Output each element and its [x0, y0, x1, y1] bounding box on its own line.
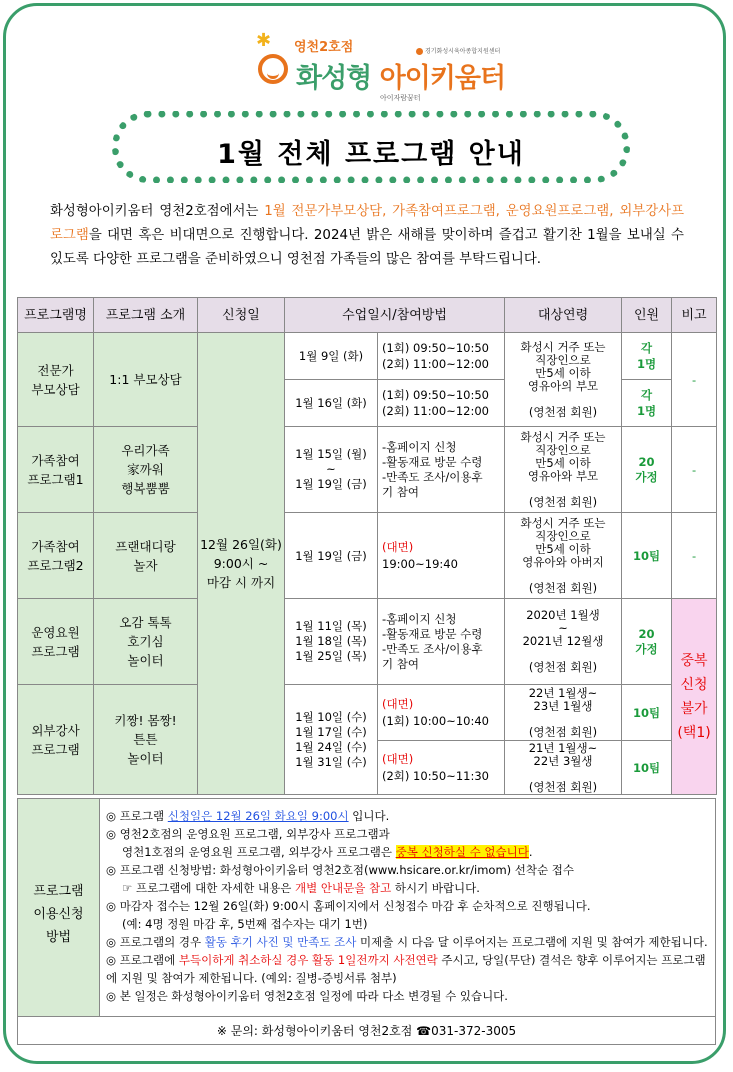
program-name: 가족참여 프로그램1 — [18, 427, 94, 513]
program-table — [17, 297, 717, 795]
session-method: (대면) (2회) 10:50~11:30 — [378, 741, 505, 795]
contact-info: ※ 문의: 화성형아이키움터 영천2호점 ☎031-372-3005 — [18, 1016, 715, 1045]
notes-label: 프로그램 이용신청 방법 — [18, 799, 100, 1016]
session-method: (1회) 09:50~10:50 (2회) 11:00~12:00 — [378, 380, 505, 427]
capacity: 각 1명 — [622, 380, 672, 427]
target-age: 2020년 1월생 ~ 2021년 12월생 (영천점 회원) — [505, 599, 622, 685]
star-icon: ✱ — [256, 30, 272, 51]
capacity: 10팀 — [622, 513, 672, 599]
table-row — [18, 333, 717, 380]
target-age: 22년 1월생~ 23년 1월생 (영천점 회원) — [505, 685, 622, 741]
session-method: -홈페이지 신청 -활동재료 방문 수령 -만족도 조사/이용후 기 참여 — [378, 427, 505, 513]
table-row — [18, 599, 717, 685]
session-method: (대면) (1회) 10:00~10:40 — [378, 685, 505, 741]
application-notes — [17, 798, 716, 1045]
session-date: 1월 16일 (화) — [285, 380, 378, 427]
capacity: 20 가정 — [622, 599, 672, 685]
target-age: 화성시 거주 또는 직장인으로 만5세 이하 영유아의 부모 (영천점 회원) — [505, 333, 622, 427]
note-cell: - — [672, 333, 717, 427]
header-apply-date: 신청일 — [198, 298, 285, 333]
capacity: 20 가정 — [622, 427, 672, 513]
capacity: 10팀 — [622, 741, 672, 795]
title-box — [112, 111, 630, 183]
table-row — [18, 513, 717, 599]
note-item: ◎ 프로그램 신청일은 12월 26일 화요일 9:00시 입니다. — [106, 809, 390, 823]
target-age: 화성시 거주 또는 직장인으로 만5세 이하 영유아와 아버지 (영천점 회원) — [505, 513, 622, 599]
session-date: 1월 11일 (목) 1월 18일 (목) 1월 25일 (목) — [285, 599, 378, 685]
session-method: -홈페이지 신청 -활동재료 방문 수령 -만족도 조사/이용후 기 참여 — [378, 599, 505, 685]
note-item: ◎ 프로그램에 부득이하게 취소하실 경우 활동 1일전까지 사전연락 주시고, 당일(무단) 결석은 향후 이루어지는 프로그램에 지원 및 참여가 제한됩니다. (예외: 질병-증빙서류 첨부) — [106, 953, 706, 985]
capacity: 각 1명 — [622, 333, 672, 380]
program-intro: 키짱! 몸짱! 튼튼 놀이터 — [94, 685, 198, 795]
table-header-row — [18, 298, 717, 333]
kiumteo-logo — [258, 30, 508, 102]
session-method: (1회) 09:50~10:50 (2회) 11:00~12:00 — [378, 333, 505, 380]
session-date: 1월 9일 (화) — [285, 333, 378, 380]
note-cell: - — [672, 513, 717, 599]
note-item: ◎ 영천2호점의 운영요원 프로그램, 외부강사 프로그램과 — [106, 827, 390, 841]
program-name: 전문가 부모상담 — [18, 333, 94, 427]
smile-face-icon — [258, 54, 288, 84]
program-name: 외부강사 프로그램 — [18, 685, 94, 795]
program-intro: 프랜대디랑 놀자 — [94, 513, 198, 599]
capacity: 10팀 — [622, 685, 672, 741]
center-logo: 경기화성시육아종합지원센터 — [416, 46, 500, 55]
note-cell: - — [672, 427, 717, 513]
logo-branch: 영천2호점 — [294, 40, 354, 55]
note-item: ◎ 프로그램 신청방법: 화성형아이키움터 영천2호점(www.hsicare.or.kr/imom) 선착순 접수 — [106, 863, 574, 877]
program-intro: 1:1 부모상담 — [94, 333, 198, 427]
notes-list — [106, 807, 710, 1005]
note-item: ◎ 본 일정은 화성형아이키움터 영천2호점 일정에 따라 다소 변경될 수 있습니다. — [106, 989, 508, 1003]
logo-tagline: 아이자람꿈터 — [380, 94, 421, 102]
table-row — [18, 685, 717, 741]
program-intro: 우리가족 家까워 행복뿜뿜 — [94, 427, 198, 513]
target-age: 화성시 거주 또는 직장인으로 만5세 이하 영유아와 부모 (영천점 회원) — [505, 427, 622, 513]
header-schedule: 수업일시/참여방법 — [285, 298, 505, 333]
apply-period: 12월 26일(화) 9:00시 ~ 마감 시 까지 — [198, 333, 285, 795]
header-program-name: 프로그램명 — [18, 298, 94, 333]
note-item: (예: 4명 정원 마감 후, 5번째 접수자는 대기 1번) — [122, 917, 368, 931]
note-item: 영천1호점의 운영요원 프로그램, 외부강사 프로그램은 중복 신청하실 수 없습니다. — [122, 845, 533, 859]
header-program-intro: 프로그램 소개 — [94, 298, 198, 333]
duplicate-note: 중복 신청 불가 (택1) — [672, 599, 717, 795]
note-item: ◎ 프로그램의 경우 활동 후기 사진 및 만족도 조사 미제출 시 다음 달 이루어지는 프로그램에 지원 및 참여가 제한됩니다. — [106, 935, 708, 949]
header-capacity: 인원 — [622, 298, 672, 333]
header-target-age: 대상연령 — [505, 298, 622, 333]
session-date: 1월 19일 (금) — [285, 513, 378, 599]
header-note: 비고 — [672, 298, 717, 333]
logo-name: 화성형 아이키움터 — [296, 63, 506, 94]
session-date: 1월 10일 (수) 1월 17일 (수) 1월 24일 (수) 1월 31일 (수) — [285, 685, 378, 795]
session-date: 1월 15일 (월) ~ 1월 19일 (금) — [285, 427, 378, 513]
program-intro: 오감 톡톡 호기심 놀이터 — [94, 599, 198, 685]
program-name: 운영요원 프로그램 — [18, 599, 94, 685]
intro-paragraph: 화성형아이키움터 영천2호점에서는 1월 전문가부모상담, 가족참여프로그램, 운영요원프로그램, 외부강사프로그램을 대면 혹은 비대면으로 진행합니다. 2024년 밝은 새해를 맞이하며 즐겁고 활기찬 1월을 보내실 수 있도록 다양한 프로그램을 준비하였으니 영천점 가족들의 많은 참여를 부탁드립니다. — [50, 204, 685, 267]
target-age: 21년 1월생~ 22년 3월생 (영천점 회원) — [505, 741, 622, 795]
center-logo-icon — [416, 48, 423, 55]
note-item: ☞ 프로그램에 대한 자세한 내용은 개별 안내문을 참고 하시기 바랍니다. — [122, 881, 480, 895]
program-name: 가족참여 프로그램2 — [18, 513, 94, 599]
note-item: ◎ 마감자 접수는 12월 26일(화) 9:00시 홈페이지에서 신청접수 마감 후 순차적으로 진행됩니다. — [106, 899, 591, 913]
session-method: (대면) 19:00~19:40 — [378, 513, 505, 599]
page-title: 1월 전체 프로그램 안내 — [217, 139, 525, 170]
table-row — [18, 427, 717, 513]
